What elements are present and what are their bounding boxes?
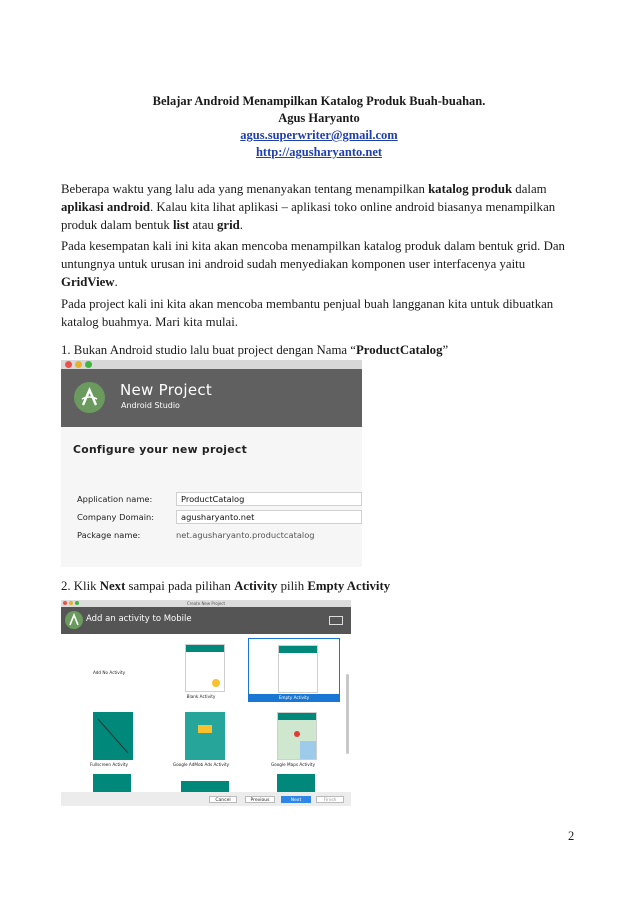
add-activity-heading: Add an activity to Mobile (86, 614, 192, 624)
blank-activity-preview (185, 644, 225, 692)
map-pin-icon (294, 731, 300, 737)
add-activity-header (61, 607, 351, 634)
next-button[interactable]: Next (281, 796, 311, 803)
maximize-window-button[interactable] (75, 601, 79, 605)
tile-add-no-activity[interactable]: Add No Activity (92, 670, 126, 675)
admob-activity-preview (185, 712, 225, 760)
company-domain-label: Company Domain: (77, 512, 155, 522)
author-email-link[interactable]: agus.superwriter@gmail.com (240, 128, 398, 142)
tile-maps-activity[interactable]: Google Maps Activity (248, 706, 338, 768)
previous-button[interactable]: Previous (245, 796, 275, 803)
application-name-field[interactable]: ProductCatalog (176, 492, 362, 506)
fullscreen-activity-preview (93, 712, 133, 760)
document-title: Belajar Android Menampilkan Katalog Produk Buah-buahan. (152, 94, 486, 108)
configure-panel (61, 427, 362, 567)
tile-fullscreen-activity[interactable]: Fullscreen Activity (64, 706, 154, 768)
tile-partial-2 (181, 781, 229, 792)
new-project-header (61, 369, 362, 427)
add-activity-screenshot (61, 600, 351, 806)
wizard-footer (61, 792, 351, 806)
grid-scrollbar[interactable] (346, 674, 349, 754)
package-name-value: net.agusharyanto.productcatalog (176, 530, 315, 540)
step-2-text: 2. Klik Next sampai pada pilihan Activity pilih Empty Activity (61, 579, 391, 593)
tile-admob-activity[interactable]: Google AdMob Ads Activity (156, 706, 246, 768)
close-window-button[interactable] (63, 601, 67, 605)
paragraph-project: Pada project kali ini kita akan mencoba membantu penjual buah langganan kita untuk dibuatkan katalog buahmya. Mari kita mulai. (61, 297, 554, 329)
configure-heading: Configure your new project (73, 443, 248, 456)
step-1-text: 1. Bukan Android studio lalu buat project dengan Nama “ProductCatalog” (61, 343, 449, 357)
paragraph-intro: Beberapa waktu yang lalu ada yang menanyakan tentang menampilkan katalog produk dalam aplikasi android. Kalau kita lihat aplikasi – aplikasi toko online android biasanya menampilkan produk dalam bentuk list atau grid. (61, 182, 556, 232)
android-studio-subheading: Android Studio (121, 401, 180, 410)
application-name-label: Application name: (77, 494, 153, 504)
create-project-titlebar: Create New Project (61, 600, 351, 607)
activity-grid (61, 634, 351, 792)
tile-blank-activity[interactable]: Blank Activity (156, 638, 246, 700)
company-domain-field[interactable]: agusharyanto.net (176, 510, 362, 524)
package-name-label: Package name: (77, 530, 141, 540)
tile-partial-3 (277, 774, 315, 792)
maximize-window-button[interactable] (85, 361, 92, 368)
maps-activity-preview (277, 712, 317, 760)
tile-partial-1 (93, 774, 131, 792)
minimize-window-button[interactable] (75, 361, 82, 368)
minimize-window-button[interactable] (69, 601, 73, 605)
page-number: 2 (568, 829, 575, 843)
android-studio-logo-icon (74, 382, 105, 413)
close-window-button[interactable] (65, 361, 72, 368)
paragraph-gridview: Pada kesempatan kali ini kita akan mencoba menampilkan katalog produk dalam bentuk grid. Dan untungnya untuk urusan ini android sudah menyediakan komponen user interfacenya yaitu GridView. (61, 239, 565, 289)
empty-activity-preview (278, 645, 318, 693)
finish-button[interactable]: Finish (316, 796, 344, 803)
device-icon (329, 616, 343, 625)
author-name: Agus Haryanto (278, 111, 360, 125)
new-project-heading: New Project (120, 381, 213, 399)
cancel-button[interactable]: Cancel (209, 796, 237, 803)
author-website-link[interactable]: http://agusharyanto.net (255, 145, 383, 159)
window-titlebar (61, 360, 362, 369)
new-project-screenshot (61, 360, 362, 567)
tile-empty-activity[interactable]: Empty Activity (248, 638, 340, 702)
android-studio-logo-icon (65, 611, 83, 629)
